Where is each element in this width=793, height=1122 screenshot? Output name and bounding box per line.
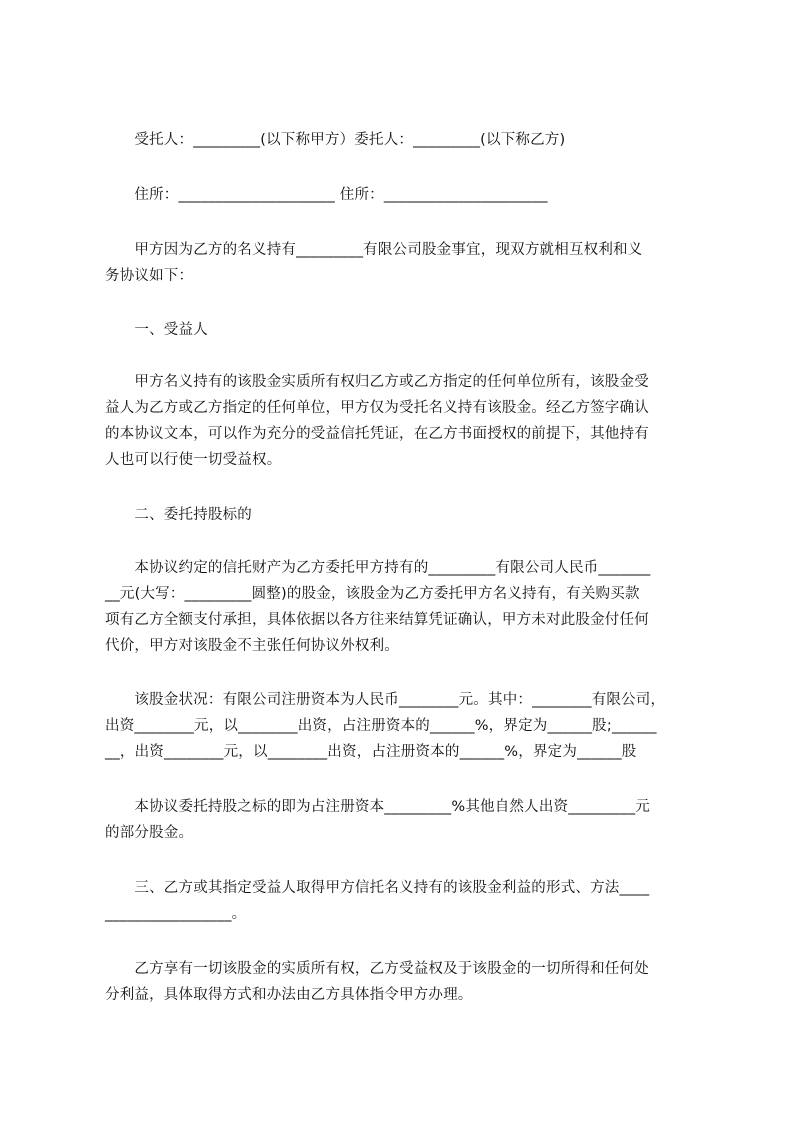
section-2-paragraph-line-3: 项有乙方全额支付承担，具体依据以各方往来结算凭证确认，甲方未对此股金付任何 — [105, 612, 649, 628]
section-3-paragraph-line-1: 乙方享有一切该股金的实质所有权，乙方受益权及于该股金的一切所得和任何处 — [105, 961, 649, 977]
equity-status-line-3: __，出资________元，以________出资，占注册资本的______%，界定为______股 — [105, 744, 637, 760]
equity-status-line-1: 该股金状况：有限公司注册资本为人民币________元。其中：________有限公司， — [105, 692, 666, 708]
section-2-paragraph-line-2: __元(大写：_________圆整)的股金，该股金为乙方委托甲方名义持有，有关购买款 — [105, 586, 640, 602]
section-1-heading: 一、受益人 — [105, 322, 208, 338]
subject-paragraph-line-1: 本协议委托持股之标的即为占注册资本_________%其他自然人出资_________元 — [105, 799, 650, 815]
section-1-paragraph-line-2: 益人为乙方或乙方指定的任何单位，甲方仅为受托名义持有该股金。经乙方签字确认 — [105, 400, 649, 416]
section-2-heading: 二、委托持股标的 — [105, 507, 252, 523]
intro-paragraph-line-2: 务协议如下： — [105, 268, 194, 284]
section-3-heading-line-2: _________________。 — [105, 906, 247, 922]
section-3-paragraph-line-2: 分利益，具体取得方式和办法由乙方具体指令甲方办理。 — [105, 987, 473, 1003]
section-1-paragraph-line-3: 的本协议文本，可以作为充分的受益信托凭证，在乙方书面授权的前提下，其他持有 — [105, 426, 649, 442]
address-line: 住所：_____________________ 住所：______________________ — [105, 187, 548, 203]
section-2-paragraph-line-1: 本协议约定的信托财产为乙方委托甲方持有的_________有限公司人民币_______ — [105, 560, 651, 576]
section-2-paragraph-line-4: 代价，甲方对该股金不主张任何协议外权利。 — [105, 638, 399, 654]
section-3-heading-line-1: 三、乙方或其指定受益人取得甲方信托名义持有的该股金利益的形式、方法____ — [105, 880, 650, 896]
equity-status-line-2: 出资________元，以________出资，占注册资本的______%，界定为______股;______ — [105, 718, 657, 734]
section-1-paragraph-line-1: 甲方名义持有的该股金实质所有权归乙方或乙方指定的任何单位所有，该股金受 — [105, 374, 649, 390]
intro-paragraph-line-1: 甲方因为乙方的名义持有_________有限公司股金事宜，现双方就相互权利和义 — [105, 242, 643, 258]
subject-paragraph-line-2: 的部分股金。 — [105, 825, 194, 841]
party-a-b-line: 受托人：_________(以下称甲方）委托人：_________(以下称乙方) — [105, 132, 566, 148]
section-1-paragraph-line-4: 人也可以行使一切受益权。 — [105, 452, 282, 468]
